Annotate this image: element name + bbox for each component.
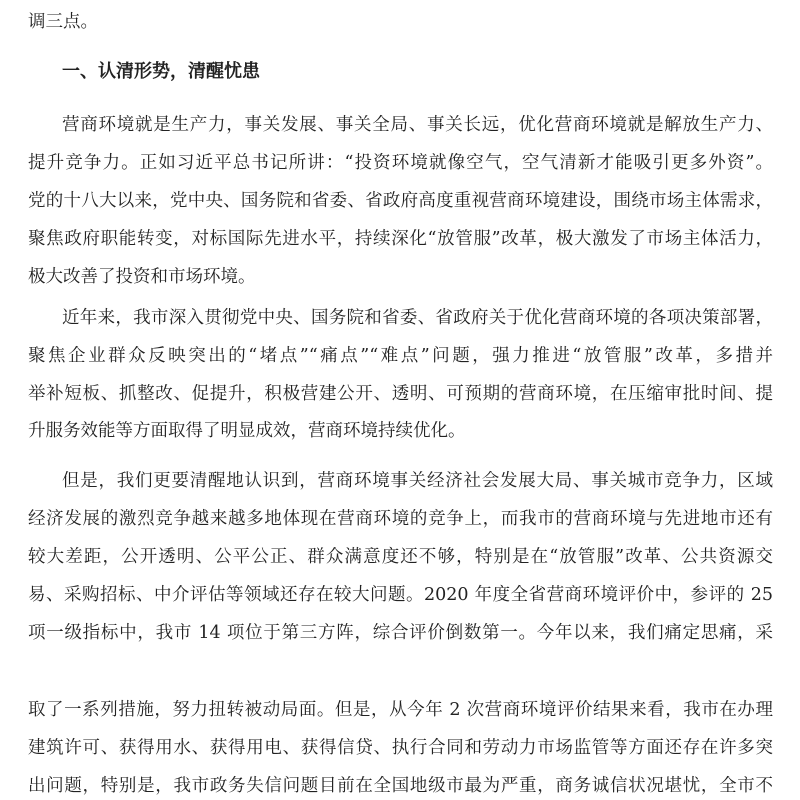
text-line: 经济发展的激烈竞争越来越多地体现在营商环境的竞争上，而我市的营商环境与先进地市还有 (28, 509, 773, 529)
text-line: 取了一系列措施，努力扭转被动局面。但是，从今年 2 次营商环境评价结果来看，我市在办理 (28, 700, 773, 720)
text-line: 聚焦企业群众反映突出的“堵点”“痛点”“难点”问题，强力推进“放管服”改革，多措并 (28, 346, 773, 366)
text-line: 较大差距，公开透明、公平公正、群众满意度还不够，特别是在“放管服”改革、公共资源交 (28, 547, 773, 567)
text-line: 近年来，我市深入贯彻党中央、国务院和省委、省政府关于优化营商环境的各项决策部署， (62, 308, 773, 328)
text-line: 聚焦政府职能转变，对标国际先进水平，持续深化“放管服”改革，极大激发了市场主体活力， (28, 229, 773, 249)
text-line: 易、采购招标、中介评估等领域还存在较大问题。2020 年度全省营商环境评价中，参评的 25 (28, 585, 773, 605)
text-line: 建筑许可、获得用水、获得用电、获得信贷、执行合同和劳动力市场监管等方面还存在许多突 (28, 738, 773, 758)
text-line: 出问题，特别是，我市政务失信问题目前在全国地级市最为严重，商务诚信状况堪忧，全市不 (28, 776, 773, 796)
text-line: 营商环境就是生产力，事关发展、事关全局、事关长远，优化营商环境就是解放生产力、 (62, 115, 773, 135)
text-line: 极大改善了投资和市场环境。 (28, 267, 256, 287)
text-line: 提升竞争力。正如习近平总书记所讲：“投资环境就像空气，空气清新才能吸引更多外资”。 (28, 153, 773, 173)
text-line: 但是，我们更要清醒地认识到，营商环境事关经济社会发展大局、事关城市竞争力，区域 (62, 471, 773, 491)
text-line: 党的十八大以来，党中央、国务院和省委、省政府高度重视营商环境建设，围绕市场主体需求， (28, 191, 773, 211)
lead-in-text: 调三点。 (28, 12, 98, 32)
text-line: 项一级指标中，我市 14 项位于第三方阵，综合评价倒数第一。今年以来，我们痛定思痛，采 (28, 623, 773, 643)
text-line: 升服务效能等方面取得了明显成效，营商环境持续优化。 (28, 421, 466, 441)
section-heading: 一、认清形势，清醒忧患 (62, 61, 260, 82)
text-line: 举补短板、抓整改、促提升，积极营建公开、透明、可预期的营商环境，在压缩审批时间、提 (28, 384, 773, 404)
